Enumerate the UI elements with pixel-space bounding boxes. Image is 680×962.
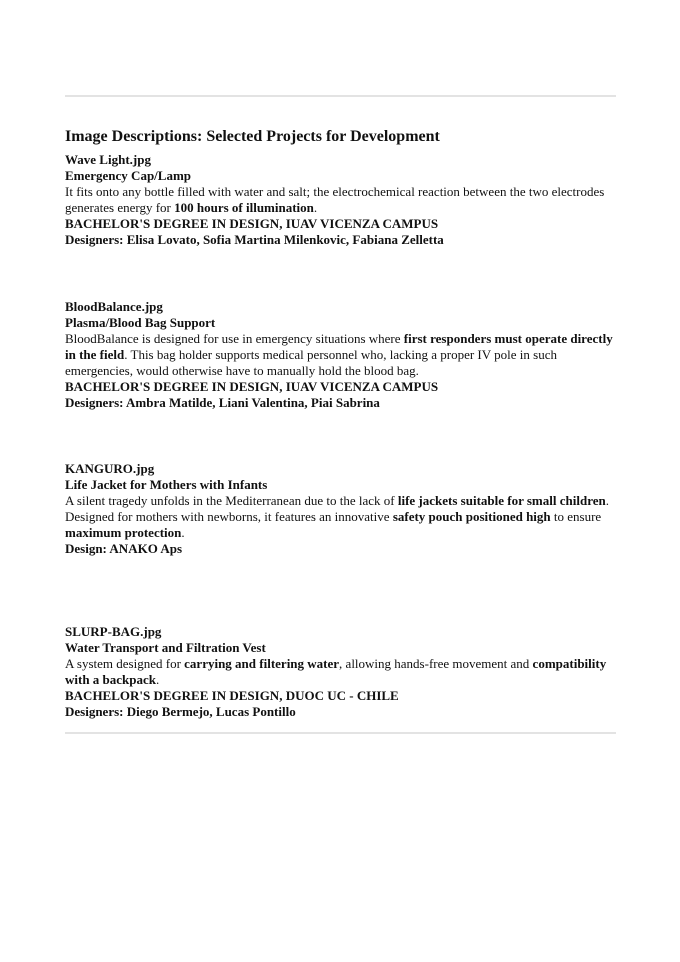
emphasis-text: carrying and filtering water <box>184 656 340 671</box>
body-text: . <box>313 200 318 215</box>
project-description <box>65 656 615 688</box>
project-entry-slurp-bag <box>65 624 615 720</box>
emphasis-text: maximum protection <box>65 525 182 540</box>
body-text: . This bag holder supports medical personnel who, lacking a proper IV pole in such emergencies, would otherwise have to manually hold the blood bag. <box>65 347 557 378</box>
project-credits: Designers: Ambra Matilde, Liani Valentina, Piai Sabrina <box>65 395 380 410</box>
body-text: It fits onto any bottle filled with water and salt; the electrochemical reaction between the two electrodes generates energy for <box>65 184 605 215</box>
project-entry-bloodbalance <box>65 299 615 411</box>
project-credits: Design: ANAKO Aps <box>65 541 183 556</box>
body-text: Designed for mothers with newborns, it features an innovative <box>65 509 393 524</box>
body-text: . <box>605 493 609 508</box>
body-text: , allowing hands-free movement and <box>339 656 533 671</box>
body-text: to ensure <box>550 509 602 524</box>
description-paragraph <box>65 184 615 216</box>
emphasis-text: life jackets suitable for small children <box>397 493 606 508</box>
project-description <box>65 184 615 216</box>
page-heading: Image Descriptions: Selected Projects for Development <box>65 128 440 145</box>
project-filename: Wave Light.jpg <box>65 152 151 167</box>
project-credits: Designers: Elisa Lovato, Sofia Martina Milenkovic, Fabiana Zelletta <box>65 232 444 247</box>
project-program: BACHELOR'S DEGREE IN DESIGN, DUOC UC - CHILE <box>65 688 399 703</box>
project-subtitle: Emergency Cap/Lamp <box>65 168 192 183</box>
project-filename: BloodBalance.jpg <box>65 299 163 314</box>
description-paragraph <box>65 331 615 379</box>
top-divider <box>65 95 616 97</box>
project-program: BACHELOR'S DEGREE IN DESIGN, IUAV VICENZA CAMPUS <box>65 216 439 231</box>
body-text: . <box>156 672 160 687</box>
project-entry-kanguro <box>65 461 615 557</box>
project-filename: SLURP-BAG.jpg <box>65 624 162 639</box>
project-program: BACHELOR'S DEGREE IN DESIGN, IUAV VICENZA CAMPUS <box>65 379 439 394</box>
body-text: A system designed for <box>65 656 185 671</box>
project-filename: KANGURO.jpg <box>65 461 155 476</box>
project-description <box>65 331 615 379</box>
emphasis-text: 100 hours of illumination <box>174 200 314 215</box>
project-subtitle: Plasma/Blood Bag Support <box>65 315 216 330</box>
emphasis-text: safety pouch positioned high <box>392 509 551 524</box>
project-subtitle: Water Transport and Filtration Vest <box>65 640 266 655</box>
project-subtitle: Life Jacket for Mothers with Infants <box>65 477 268 492</box>
bottom-divider <box>65 732 616 734</box>
body-text: . <box>181 525 185 540</box>
description-paragraph <box>65 656 615 688</box>
emphasis-text: first responders must operate directly in the field <box>65 331 613 362</box>
body-text: A silent tragedy unfolds in the Mediterranean due to the lack of <box>65 493 398 508</box>
emphasis-text: compatibility with a backpack <box>65 656 607 687</box>
project-entry-wave-light <box>65 152 615 248</box>
description-paragraph <box>65 493 615 509</box>
project-description <box>65 493 615 541</box>
description-paragraph <box>65 509 615 541</box>
project-credits: Designers: Diego Bermejo, Lucas Pontillo <box>65 704 296 719</box>
body-text: BloodBalance is designed for use in emergency situations where <box>65 331 404 346</box>
